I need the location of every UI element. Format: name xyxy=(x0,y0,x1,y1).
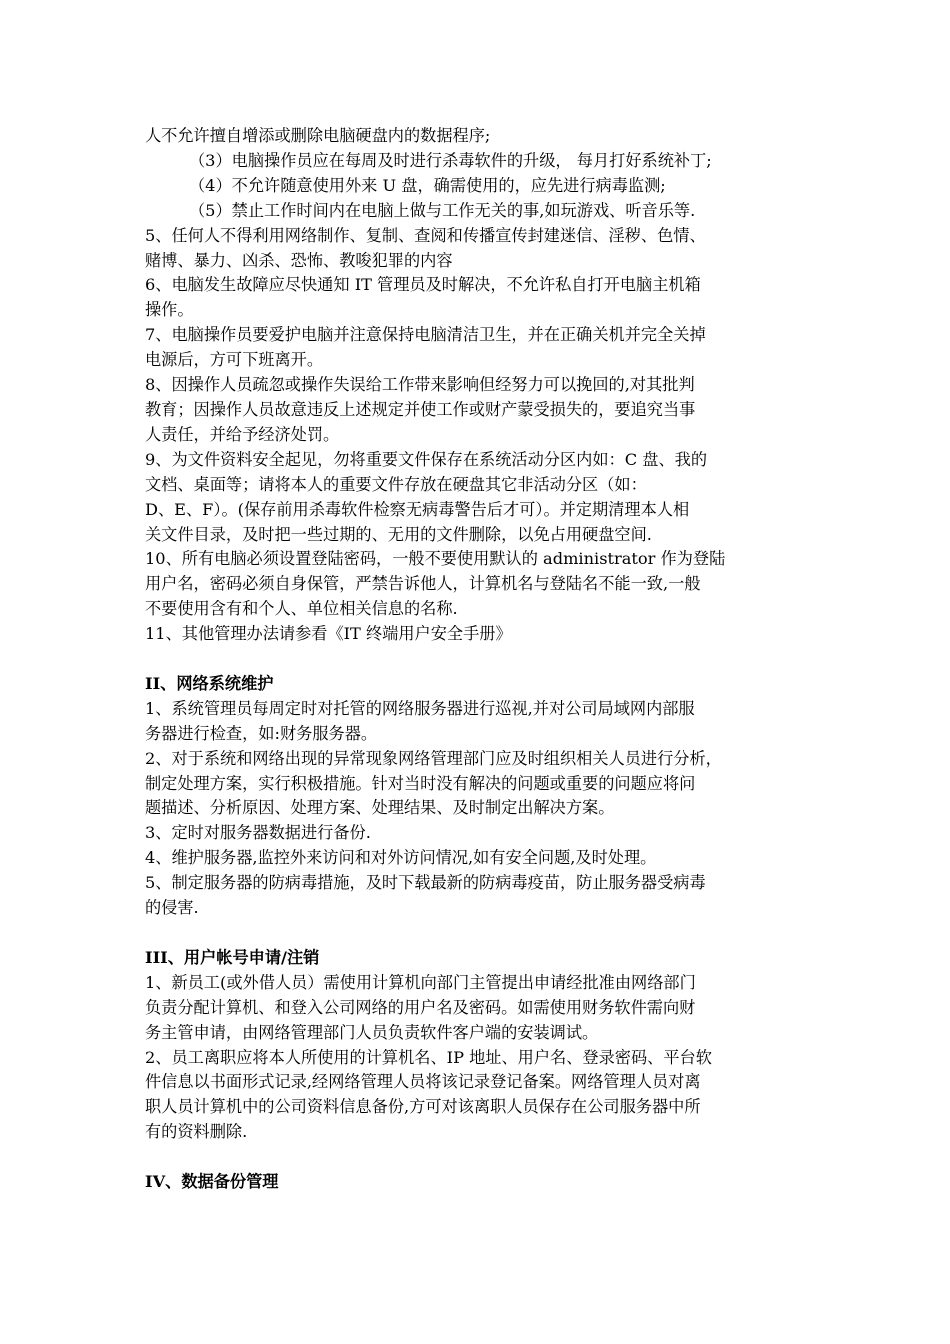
text-line: 题描述、分析原因、处理方案、处理结果、及时制定出解决方案。 xyxy=(145,798,615,818)
text-line: 11、其他管理办法请参看《IT 终端用户安全手册》 xyxy=(145,624,512,644)
text-line: 5、制定服务器的防病毒措施，及时下载最新的防病毒疫苗，防止服务器受病毒 xyxy=(145,873,706,893)
text-line: 务主管申请，由网络管理部门人员负责软件客户端的安装调试。 xyxy=(145,1022,599,1042)
text-line: 电源后，方可下班离开。 xyxy=(145,350,324,370)
text-line: （4）不允许随意使用外来 U 盘，确需使用的，应先进行病毒监测; xyxy=(189,175,666,195)
text-line: 4、维护服务器,监控外来访问和对外访问情况,如有安全问题,及时处理。 xyxy=(145,848,657,868)
text-line: 不要使用含有和个人、单位相关信息的名称. xyxy=(145,599,458,619)
text-line: 5、任何人不得利用网络制作、复制、查阅和传播宣传封建迷信、淫秽、色情、 xyxy=(145,225,706,245)
text-line: 人责任，并给予经济处罚。 xyxy=(145,424,340,444)
text-line: 9、为文件资料安全起见，勿将重要文件保存在系统活动分区内如：C 盘、我的 xyxy=(145,449,708,469)
text-line: 赌博、暴力、凶杀、恐怖、教唆犯罪的内容 xyxy=(145,250,453,270)
text-line: 2、员工离职应将本人所使用的计算机名、IP 地址、用户名、登录密码、平台软 xyxy=(145,1047,712,1067)
text-line: 教育；因操作人员故意违反上述规定并使工作或财产蒙受损失的，要追究当事 xyxy=(145,399,696,419)
text-line: 8、因操作人员疏忽或操作失误给工作带来影响但经努力可以挽回的,对其批判 xyxy=(145,375,695,395)
text-line: 制定处理方案，实行积极措施。针对当时没有解决的问题或重要的问题应将问 xyxy=(145,773,696,793)
document-page xyxy=(145,124,815,1195)
paragraph-gap xyxy=(145,1145,815,1170)
text-line: 3、定时对服务器数据进行备份. xyxy=(145,823,371,843)
text-line: 职人员计算机中的公司资料信息备份,方可对该离职人员保存在公司服务器中所 xyxy=(145,1097,701,1117)
text-line: 1、系统管理员每周定时对托管的网络服务器进行巡视,并对公司局域网内部服 xyxy=(145,698,695,718)
text-line: 负责分配计算机、和登入公司网络的用户名及密码。如需使用财务软件需向财 xyxy=(145,997,696,1017)
text-line: （5）禁止工作时间内在电脑上做与工作无关的事,如玩游戏、听音乐等. xyxy=(189,200,696,220)
section-heading-backup: IV、数据备份管理 xyxy=(145,1172,279,1192)
text-line: 2、对于系统和网络出现的异常现象网络管理部门应及时组织相关人员进行分析， xyxy=(145,748,722,768)
text-line: 务器进行检查，如:财务服务器。 xyxy=(145,723,378,743)
text-line: 的侵害. xyxy=(145,898,199,918)
text-line: 7、电脑操作员要爱护电脑并注意保持电脑清洁卫生，并在正确关机并完全关掉 xyxy=(145,325,706,345)
text-line: 件信息以书面形式记录,经网络管理人员将该记录登记备案。网络管理人员对离 xyxy=(145,1072,701,1092)
text-line: 有的资料删除. xyxy=(145,1122,248,1142)
text-line: D、E、F）。(保存前用杀毒软件检察无病毒警告后才可）。并定期清理本人相 xyxy=(145,499,690,519)
paragraph-gap xyxy=(145,921,815,946)
paragraph-gap xyxy=(145,647,815,672)
text-line: 6、电脑发生故障应尽快通知 IT 管理员及时解决，不允许私自打开电脑主机箱 xyxy=(145,275,701,295)
text-line: 文档、桌面等；请将本人的重要文件存放在硬盘其它非活动分区（如： xyxy=(145,474,647,494)
text-line: 操作。 xyxy=(145,300,194,320)
text-line: 关文件目录，及时把一些过期的、无用的文件删除，以免占用硬盘空间. xyxy=(145,524,652,544)
text-line: 1、新员工(或外借人员）需使用计算机向部门主管提出申请经批准由网络部门 xyxy=(145,972,696,992)
text-line: 人不允许擅自增添或删除电脑硬盘内的数据程序; xyxy=(145,126,491,145)
text-line: 10、所有电脑必须设置登陆密码，一般不要使用默认的 administrator 作为登陆 xyxy=(145,549,726,569)
text-line: （3）电脑操作员应在每周及时进行杀毒软件的升级， 每月打好系统补丁; xyxy=(189,150,712,170)
text-line: 用户名，密码必须自身保管，严禁告诉他人，计算机名与登陆名不能一致,一般 xyxy=(145,574,701,594)
section-heading-accounts: III、用户帐号申请/注销 xyxy=(145,947,320,967)
section-heading-network: II、网络系统维护 xyxy=(145,673,274,693)
